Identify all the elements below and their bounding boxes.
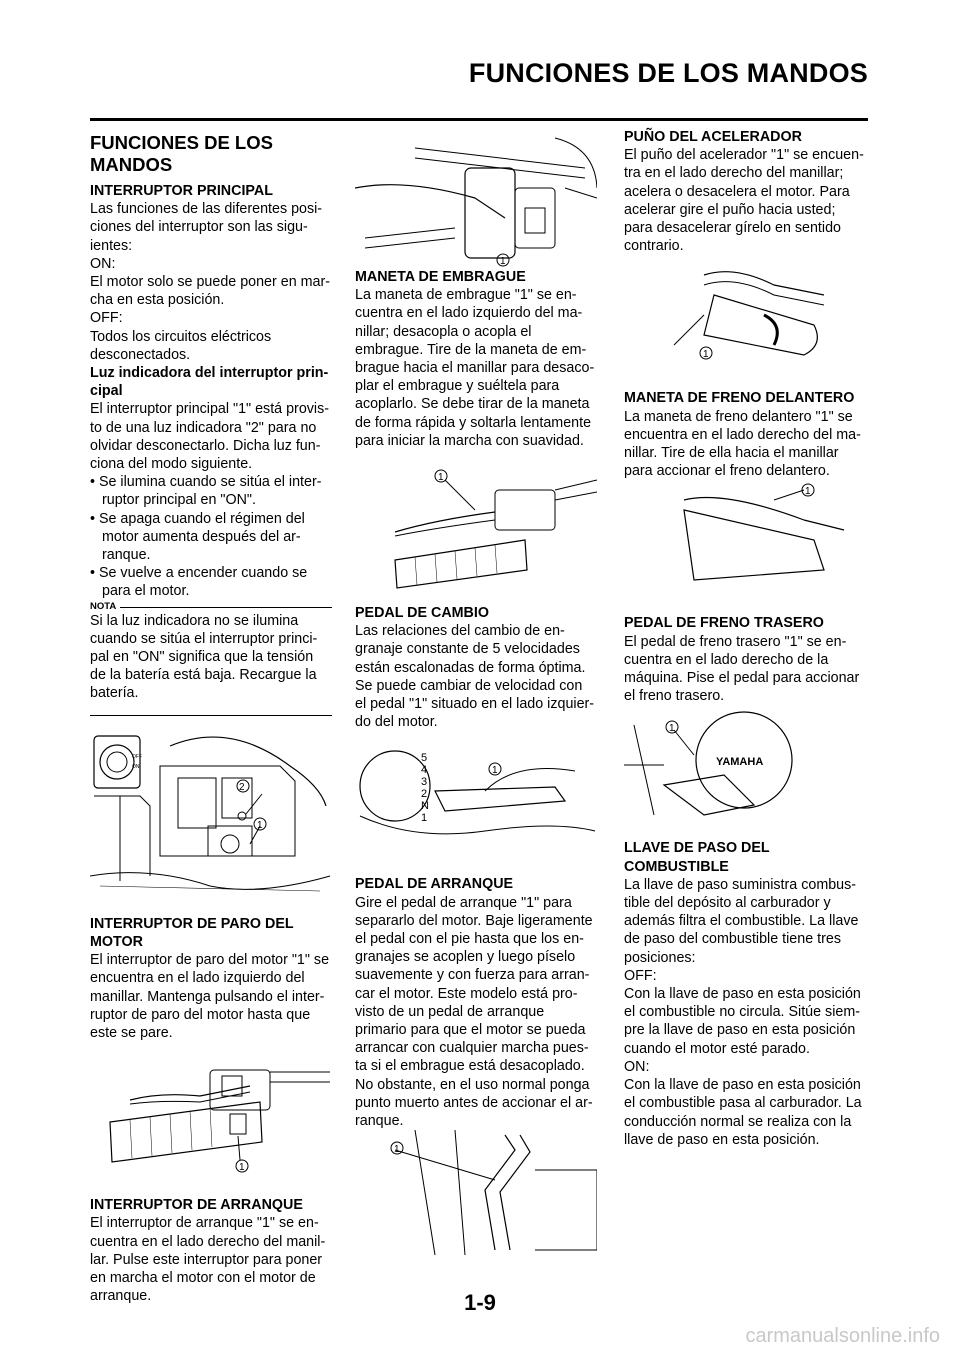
fuel-text: La llave de paso suministra combus- tible del depósito al carburador y además filtra el combustible. La llave de paso del combustible tiene tres posiciones: — [624, 876, 859, 966]
fuel-off-text: Con la llave de paso en esta posición el combustible no circula. Sitúe siem- pre la llave de paso en esta posición cuando el motor esté parado. — [624, 986, 861, 1057]
fig-callout: 1 — [438, 472, 444, 484]
note-box — [90, 600, 332, 716]
gear-label: 2 — [421, 788, 428, 801]
stop-switch-figure — [90, 1042, 332, 1182]
off-label: OFF: — [90, 310, 123, 327]
bullet-item: • Se apaga cuando el régimen del motor aumenta después del ar- ranque. — [90, 510, 305, 564]
rear-brake-figure — [624, 705, 866, 825]
fig-callout: 1 — [500, 256, 506, 267]
kick-text: Gire el pedal de arranque "1" para separarlo del motor. Baje ligeramente el pedal con el pie hasta que los en- granajes se acoplen y luego píselo suavemente y con fuerza para arran- car el motor. Este modelo está pro- visto de un pedal de arranque primario para que el motor se pueda arrancar con cualquier marcha pues- ta si el embrague está desacoplado. No obstante, en el uso normal ponga punto muerto antes de accionar el ar- ranque. — [355, 894, 593, 1130]
kick-heading: PEDAL DE ARRANQUE — [355, 876, 514, 893]
fig-callout: 1 — [492, 765, 498, 777]
indicator-text: El interruptor principal "1" está provis- to de una luz indicadora "2" para no olvidar desconectarlo. Dicha luz fun- ciona del modo siguiente. — [90, 401, 329, 473]
front-brake-heading: MANETA DE FRENO DELANTERO — [624, 390, 855, 407]
fig-callout: 1 — [805, 486, 811, 498]
fig-callout: 1 — [257, 819, 263, 831]
gear-label: 5 — [421, 752, 428, 765]
throttle-heading: PUÑO DEL ACELERADOR — [624, 129, 802, 145]
shift-heading: PEDAL DE CAMBIO — [355, 605, 489, 622]
clutch-heading: MANETA DE EMBRAGUE — [355, 269, 526, 285]
bullet-item: • Se vuelve a encender cuando se para el motor. — [90, 565, 308, 600]
watermark: carmanualsonline.info — [745, 1325, 940, 1347]
throttle-figure — [624, 255, 866, 375]
fuel-heading: LLAVE DE PASO DEL COMBUSTIBLE — [624, 840, 770, 875]
page-header-title: FUNCIONES DE LOS MANDOS — [468, 58, 868, 88]
section-title: FUNCIONES DE LOS MANDOS — [90, 132, 273, 175]
off-text: Todos los circuitos eléctricos desconectados. — [90, 328, 272, 363]
fig-callout: 1 — [239, 1162, 245, 1174]
bullet-item: • Se ilumina cuando se sitúa el inter- ruptor principal en "ON". — [90, 474, 322, 509]
yamaha-logo: YAMAHA — [716, 756, 764, 769]
note-label: NOTA — [90, 601, 120, 613]
on-label: ON: — [90, 255, 116, 272]
start-switch-heading: INTERRUPTOR DE ARRANQUE — [90, 1197, 303, 1214]
clutch-lever-figure — [355, 450, 597, 590]
fig-callout: 1 — [703, 349, 709, 361]
shift-text: Las relaciones del cambio de en- granaje constante de 5 velocidades están escalonadas de forma óptima. Se puede cambiar de velocidad con el pedal "1" situado en el lado izquier- do del motor. — [355, 623, 595, 731]
rear-brake-text: El pedal de freno trasero "1" se en- cuentra en el lado derecho de la máquina. Pise el pedal para accionar el freno trasero. — [624, 633, 860, 705]
rear-brake-heading: PEDAL DE FRENO TRASERO — [624, 615, 824, 632]
page-number: 1-9 — [464, 1290, 496, 1315]
kick-pedal-figure — [355, 1130, 597, 1260]
front-brake-text: La maneta de freno delantero "1" se encuentra en el lado derecho del ma- nillar. Tire de ella hacia el manillar para accionar el freno delantero. — [624, 408, 861, 480]
header-rule — [90, 118, 868, 121]
column-2 — [355, 128, 597, 1260]
shift-pedal-figure — [355, 731, 597, 861]
fig-switch-on: ON — [132, 763, 140, 770]
main-switch-heading: INTERRUPTOR PRINCIPAL — [90, 183, 273, 199]
on-text: El motor solo se puede poner en mar- cha en esta posición. — [90, 274, 330, 309]
gear-label: 3 — [421, 776, 428, 789]
fig-callout: 1 — [669, 723, 675, 735]
front-brake-figure — [624, 480, 866, 600]
column-3 — [624, 128, 866, 1149]
throttle-text: El puño del acelerador "1" se encuen- tra en el lado derecho del manillar; acelera o desacelera el motor. Para acelerar gire el puño hacia usted; para desacelerar gírelo en sentido contrario. — [624, 147, 864, 255]
stop-switch-heading: INTERRUPTOR DE PARO DEL MOTOR — [90, 915, 294, 950]
indicator-heading: Luz indicadora del interruptor prin- cipal — [90, 365, 329, 400]
fig-callout: 1 — [394, 1144, 400, 1156]
note-text: Si la luz indicadora no se ilumina cuando se sitúa el interruptor princi- pal en "ON" significa que la tensión de la batería está baja. Recargue la batería. — [90, 612, 318, 702]
fig-callout: 2 — [239, 781, 245, 793]
fuel-on-text: Con la llave de paso en esta posición el combustible pasa al carburador. La conducción normal se realiza con la llave de paso en esta posición. — [624, 1077, 862, 1148]
gear-label: N — [421, 800, 429, 813]
clutch-top-figure — [355, 128, 597, 268]
stop-switch-text: El interruptor de paro del motor "1" se encuentra en el lado izquierdo del manillar. Mantenga pulsando el inter- ruptor de paro del motor hasta que este se pare. — [90, 952, 330, 1041]
clutch-text: La maneta de embrague "1" se en- cuentra en el lado izquierdo del ma- nillar; desacopla o acopla el embrague. Tire de la maneta de em- brague hacia el manillar para desaco- plar el embrague y suéltela para acoplarlo. Se debe tirar de la maneta de forma rápida y soltarla lentamente para iniciar la marcha con suavidad. — [355, 287, 595, 449]
main-switch-figure — [90, 726, 332, 901]
fuel-off-label: OFF: — [624, 967, 657, 984]
start-switch-text: El interruptor de arranque "1" se en- cuentra en el lado derecho del manil- lar. Pulse este interruptor para poner en marcha el motor con el motor de arranque. — [90, 1215, 326, 1305]
gear-label: 1 — [421, 812, 428, 825]
gear-label: 4 — [421, 764, 428, 777]
main-switch-intro: Las funciones de las diferentes posi- ciones del interruptor son las sigu- ientes: — [90, 201, 323, 254]
fig-switch-off: OFF — [132, 753, 142, 760]
fuel-on-label: ON: — [624, 1058, 650, 1075]
column-1 — [90, 132, 332, 1305]
